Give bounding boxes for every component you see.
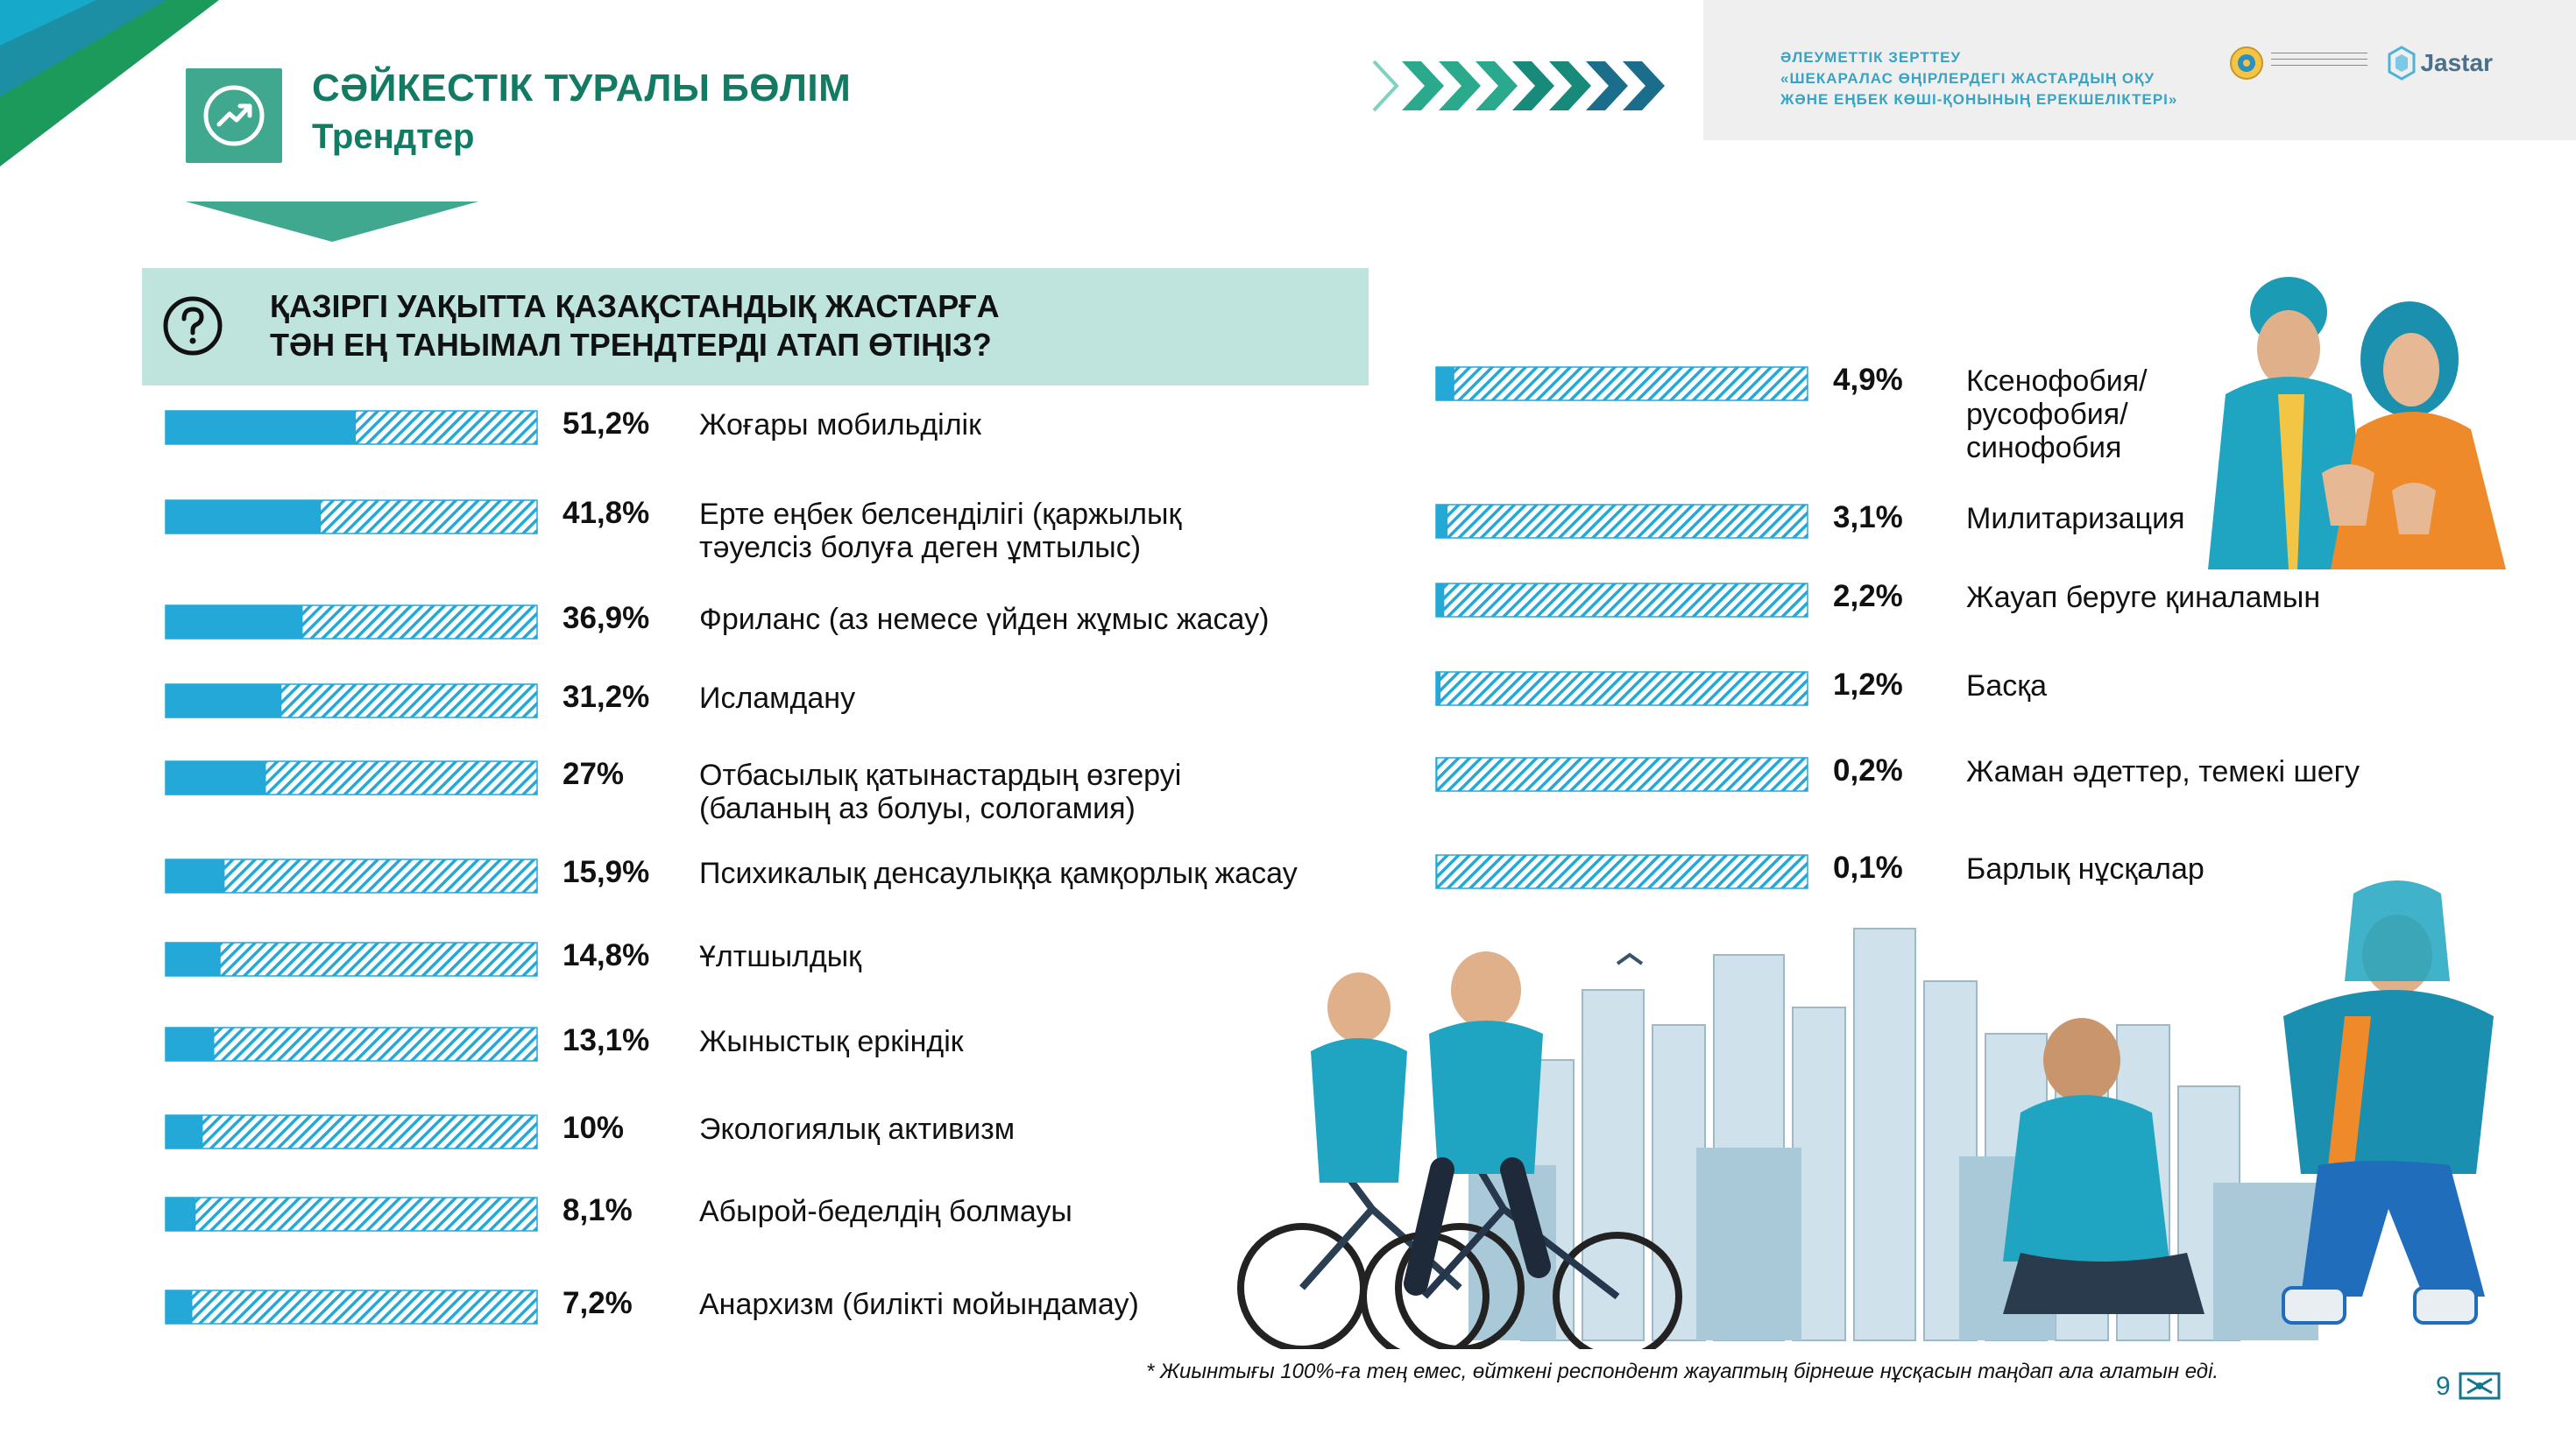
bar-track-7	[166, 943, 537, 976]
category-label-line: тәуелсіз болуға деген ұмтылыс)	[699, 531, 1142, 564]
bar-fill-4	[166, 684, 281, 717]
category-label-line: Психикалық денсаулыққа қамқорлық жасау	[699, 857, 1298, 890]
bar-value-label-3: 36,9%	[563, 601, 650, 635]
bar-15	[1435, 671, 1810, 708]
page-number: 9	[2436, 1372, 2451, 1401]
bar-value-label-1: 51,2%	[563, 406, 650, 441]
bar-16	[1435, 757, 1810, 794]
page-title: СӘЙКЕСТІК ТУРАЛЫ БӨЛІМ	[312, 67, 852, 110]
bar-1	[165, 410, 540, 447]
bar-fill-12	[1436, 367, 1454, 400]
bar-value-label-16: 0,2%	[1833, 753, 1903, 788]
bar-category-label-5	[699, 759, 1181, 825]
bar-13	[1435, 504, 1810, 541]
bar-value-label-13: 3,1%	[1833, 500, 1903, 534]
category-label-line: Жаман әдеттер, темекі шегу	[1966, 755, 2360, 788]
survey-label: ӘЛЕУМЕТТІК ЗЕРТТЕУ	[1780, 49, 1962, 66]
bar-fill-6	[166, 859, 224, 893]
bar-fill-13	[1436, 505, 1447, 538]
bar-value-label-2: 41,8%	[563, 496, 650, 530]
category-label-line: Анархизм (билікті мойындамау)	[699, 1288, 1139, 1321]
bar-8	[165, 1027, 540, 1064]
jastar-logo-text: Jastar	[2420, 49, 2493, 76]
bar-6	[165, 859, 540, 895]
bar-track-10	[166, 1198, 537, 1231]
bar-category-label-12	[1966, 364, 2148, 464]
bar-category-label-13	[1966, 502, 2185, 535]
bar-category-label-11	[699, 1288, 1139, 1321]
category-label-line: русофобия/	[1966, 398, 2128, 431]
bar-category-label-4	[699, 682, 855, 715]
bar-category-label-14	[1966, 581, 2320, 614]
bar-category-label-7	[699, 940, 861, 973]
bar-fill-10	[166, 1198, 195, 1231]
bar-category-label-10	[699, 1195, 1072, 1228]
city-youth-illustration	[1206, 876, 2511, 1349]
bar-category-label-15	[1966, 669, 2047, 703]
bar-value-label-12: 4,9%	[1833, 363, 1903, 397]
praying-couple-illustration	[2190, 263, 2523, 569]
bar-value-label-5: 27%	[563, 757, 625, 791]
bar-track-16	[1436, 758, 1808, 791]
footnote: * Жиынтығы 100%-ға тең емес, өйткені респондент жауаптың бірнеше нұсқасын таңдап ала алатын еді.	[1146, 1360, 2219, 1383]
bar-5	[165, 760, 540, 797]
bar-track-8	[166, 1028, 537, 1061]
category-label-line: Басқа	[1966, 669, 2048, 703]
bar-value-label-14: 2,2%	[1833, 579, 1903, 613]
bar-2	[165, 499, 540, 536]
bar-value-label-7: 14,8%	[563, 938, 650, 972]
bar-track-13	[1436, 505, 1808, 538]
bar-track-9	[166, 1115, 537, 1149]
bar-fill-11	[166, 1290, 193, 1324]
category-label-line: Ерте еңбек белсенділігі (қаржылық	[699, 498, 1182, 531]
ornament-icon	[2459, 1370, 2501, 1402]
bar-track-11	[166, 1290, 537, 1324]
bar-category-label-3	[699, 603, 1269, 636]
bar-track-12	[1436, 367, 1808, 400]
bar-fill-3	[166, 605, 302, 639]
category-label-line: Жоғары мобильділік	[699, 408, 981, 442]
category-label-line: Экологиялық активизм	[699, 1113, 1016, 1146]
question-line1: ҚАЗІРГІ УАҚЫТТА ҚАЗАҚСТАНДЫҚ ЖАСТАРҒА	[270, 288, 1000, 324]
bar-11	[165, 1290, 540, 1326]
bar-12	[1435, 366, 1810, 403]
bar-category-label-16	[1966, 755, 2360, 788]
category-label-line: Жауап беруге қиналамын	[1966, 581, 2321, 614]
category-label-line: синофобия	[1966, 431, 2122, 464]
bar-value-label-10: 8,1%	[563, 1193, 633, 1227]
category-label-line: Жыныстық еркіндік	[699, 1025, 964, 1058]
bar-fill-9	[166, 1115, 202, 1149]
bar-value-label-9: 10%	[563, 1111, 625, 1145]
question-line2: ТӘН ЕҢ ТАНЫМАЛ ТРЕНДТЕРДІ АТАП ӨТІҢІЗ?	[270, 327, 992, 363]
bar-fill-2	[166, 500, 321, 534]
bar-fill-16	[1436, 758, 1438, 791]
survey-name-line2: ЖӘНЕ ЕҢБЕК КӨШІ-ҚОНЫНЫҢ ЕРЕКШЕЛІКТЕРІ»	[1780, 91, 2178, 108]
bar-value-label-8: 13,1%	[563, 1023, 650, 1057]
bar-category-label-1	[699, 408, 981, 442]
bar-fill-5	[166, 761, 265, 795]
bar-14	[1435, 583, 1810, 619]
category-label-line: Барлық нұсқалар	[1966, 852, 2204, 886]
bar-7	[165, 942, 540, 979]
bar-value-label-11: 7,2%	[563, 1286, 633, 1320]
bar-category-label-2	[699, 498, 1181, 564]
bar-value-label-4: 31,2%	[563, 680, 650, 714]
bar-fill-14	[1436, 583, 1444, 617]
category-label-line: Ұлтшылдық	[699, 940, 862, 973]
bar-9	[165, 1114, 540, 1151]
category-label-line: Милитаризация	[1966, 502, 2185, 535]
bar-fill-8	[166, 1028, 215, 1061]
survey-name-line1: «ШЕКАРАЛАС ӨҢІРЛЕРДЕГІ ЖАСТАРДЫҢ ОҚУ	[1780, 70, 2155, 87]
category-label-line: (баланың аз болуы, сологамия)	[699, 792, 1136, 825]
category-label-line: Ксенофобия/	[1966, 364, 2148, 398]
bar-value-label-15: 1,2%	[1833, 668, 1903, 702]
bar-category-label-8	[699, 1025, 964, 1058]
bar-fill-15	[1436, 672, 1440, 705]
page-subtitle: Трендтер	[312, 117, 475, 156]
category-label-line: Отбасылық қатынастардың өзгеруі	[699, 759, 1182, 792]
bar-fill-1	[166, 411, 356, 444]
bar-4	[165, 683, 540, 720]
category-label-line: Фриланс (аз немесе үйден жұмыс жасау)	[699, 603, 1270, 636]
bar-track-14	[1436, 583, 1808, 617]
category-label-line: Исламдану	[699, 682, 856, 715]
bar-value-label-17: 0,1%	[1833, 851, 1903, 885]
bar-fill-7	[166, 943, 221, 976]
bar-category-label-9	[699, 1113, 1015, 1146]
bar-track-15	[1436, 672, 1808, 705]
bar-3	[165, 604, 540, 641]
category-label-line: Абырой-беделдің болмауы	[699, 1195, 1072, 1228]
bar-value-label-6: 15,9%	[563, 855, 650, 889]
bar-10	[165, 1197, 540, 1233]
